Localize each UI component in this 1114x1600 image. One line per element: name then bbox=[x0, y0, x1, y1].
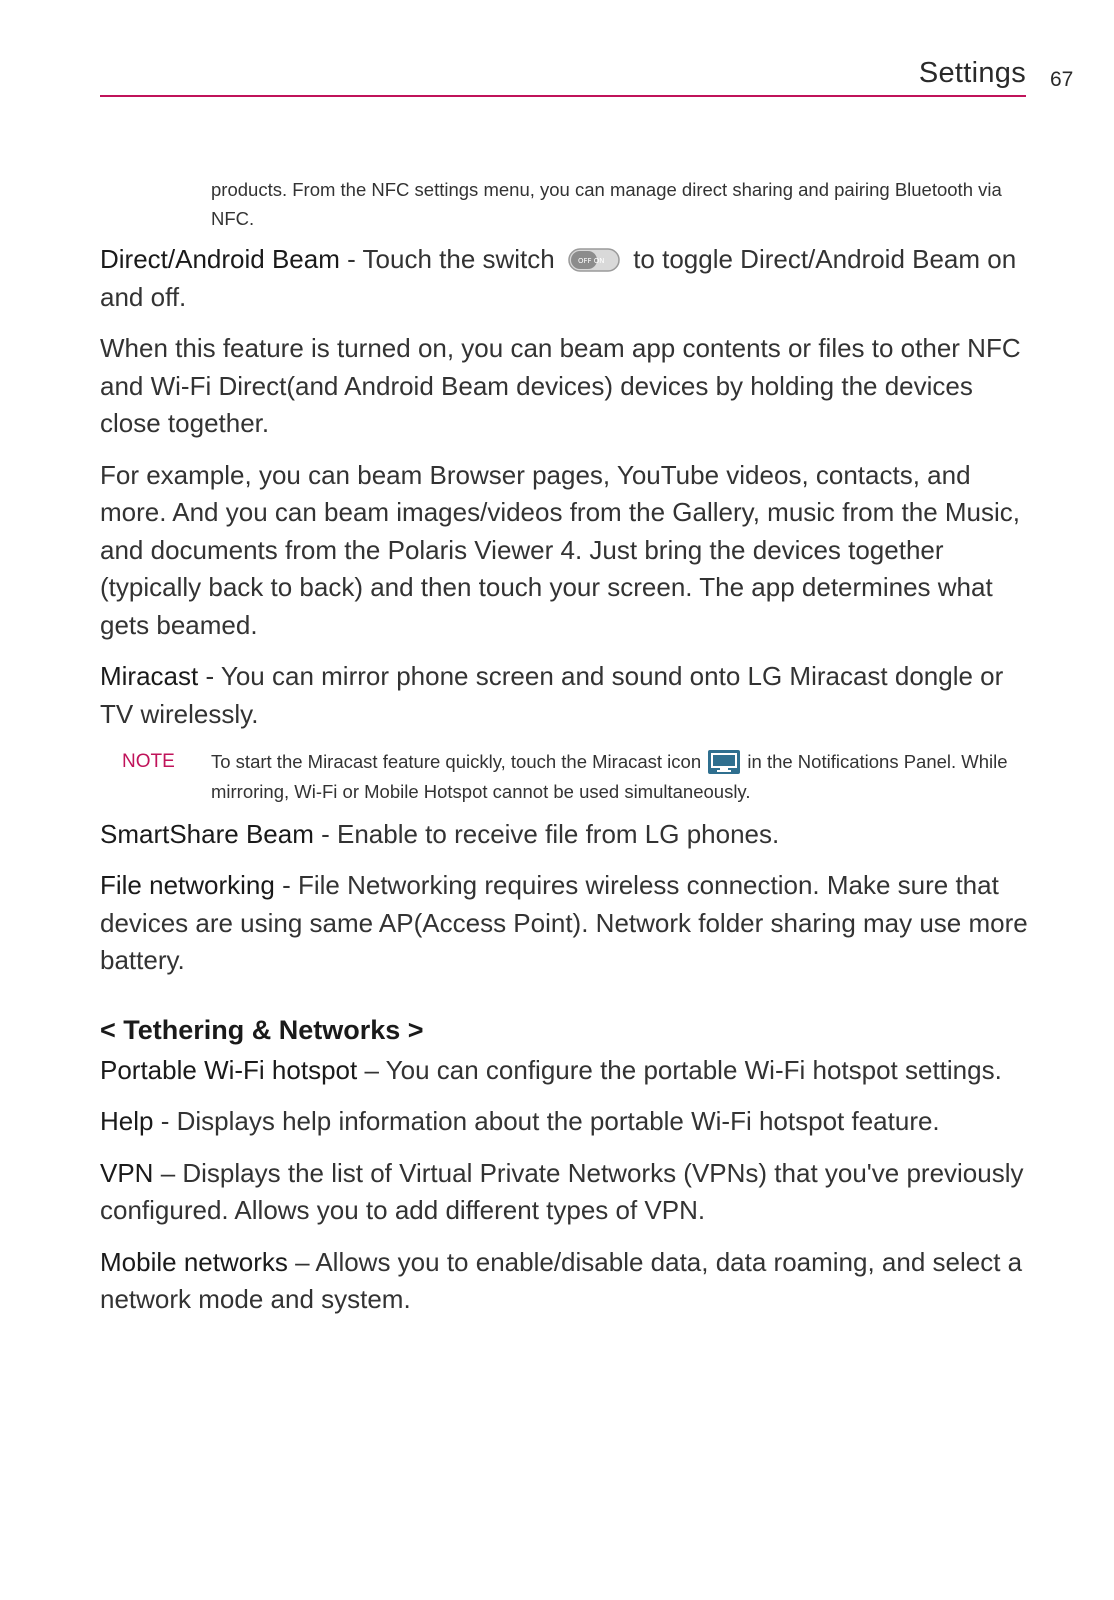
miracast-term: Miracast bbox=[100, 661, 199, 691]
beam-term: Direct/Android Beam bbox=[100, 244, 340, 274]
file-networking-term: File networking bbox=[100, 870, 275, 901]
note-text-after: in the Notifications Panel. While mirroring, Wi-Fi or Mobile Hotspot cannot be used simultaneously. bbox=[211, 751, 1008, 802]
vpn-paragraph bbox=[100, 1155, 1030, 1230]
note-block bbox=[100, 747, 1030, 806]
note-text-before: To start the Miracast feature quickly, touch the Miracast icon bbox=[211, 751, 707, 772]
hotspot-term: Portable Wi-Fi hotspot bbox=[100, 1054, 358, 1085]
miracast-paragraph bbox=[100, 658, 1030, 733]
tethering-heading: < Tethering & Networks > bbox=[100, 1014, 424, 1045]
smartshare-term: SmartShare Beam bbox=[100, 818, 314, 849]
miracast-text: - You can mirror phone screen and sound onto LG Miracast dongle or TV wirelessly. bbox=[100, 661, 1004, 729]
beam-text-after: to toggle Direct/Android Beam on and off. bbox=[100, 244, 1017, 312]
switch-off-label: OFF ON bbox=[577, 257, 605, 266]
page-header bbox=[100, 55, 1026, 97]
note-text bbox=[211, 747, 1030, 806]
mobile-networks-paragraph bbox=[100, 1244, 1030, 1319]
help-text: - Displays help information about the portable Wi-Fi hotspot feature. bbox=[153, 1106, 940, 1137]
intro-continued: products. From the NFC settings menu, you can manage direct sharing and pairing Bluetooth via NFC. bbox=[211, 179, 1002, 229]
beam-text-before: - Touch the switch bbox=[339, 244, 562, 274]
smartshare-text: - Enable to receive file from LG phones. bbox=[313, 818, 780, 849]
help-term: Help bbox=[100, 1106, 154, 1137]
file-networking-paragraph bbox=[100, 867, 1030, 980]
mobile-networks-term: Mobile networks bbox=[100, 1246, 288, 1277]
beam-example-paragraph: For example, you can beam Browser pages, YouTube videos, contacts, and more. And you can beam images/videos from the Gallery, music from the Music, and documents from the Polaris Viewer 4. Just bring the devices together (typically back to back) and then touch your screen. The app determines what gets beamed. bbox=[100, 459, 1020, 640]
beam-feature-paragraph: When this feature is turned on, you can beam app contents or files to other NFC and Wi-Fi Direct(and Android Beam devices) devices by holding the devices close together. bbox=[100, 333, 1021, 438]
header-rule bbox=[100, 95, 1026, 97]
page-number: 67 bbox=[1050, 68, 1074, 91]
beam-paragraph bbox=[100, 241, 1030, 316]
page-content bbox=[100, 175, 1030, 1333]
help-paragraph bbox=[100, 1103, 1030, 1141]
miracast-icon bbox=[708, 750, 740, 774]
vpn-term: VPN bbox=[100, 1157, 154, 1188]
toggle-switch-icon bbox=[568, 246, 620, 272]
file-networking-text: - File Networking requires wireless connection. Make sure that devices are using same AP(Access Point). Network folder sharing may use more battery. bbox=[100, 870, 1028, 976]
header-title: Settings bbox=[918, 57, 1026, 89]
smartshare-paragraph bbox=[100, 816, 1030, 854]
hotspot-text: – You can configure the portable Wi-Fi hotspot settings. bbox=[357, 1054, 1002, 1085]
note-label: NOTE bbox=[122, 751, 175, 772]
hotspot-paragraph bbox=[100, 1052, 1030, 1090]
mobile-networks-text: – Allows you to enable/disable data, data roaming, and select a network mode and system. bbox=[100, 1246, 1023, 1315]
vpn-text: – Displays the list of Virtual Private Networks (VPNs) that you've previously configured. Allows you to add different types of VPN. bbox=[100, 1157, 1024, 1226]
